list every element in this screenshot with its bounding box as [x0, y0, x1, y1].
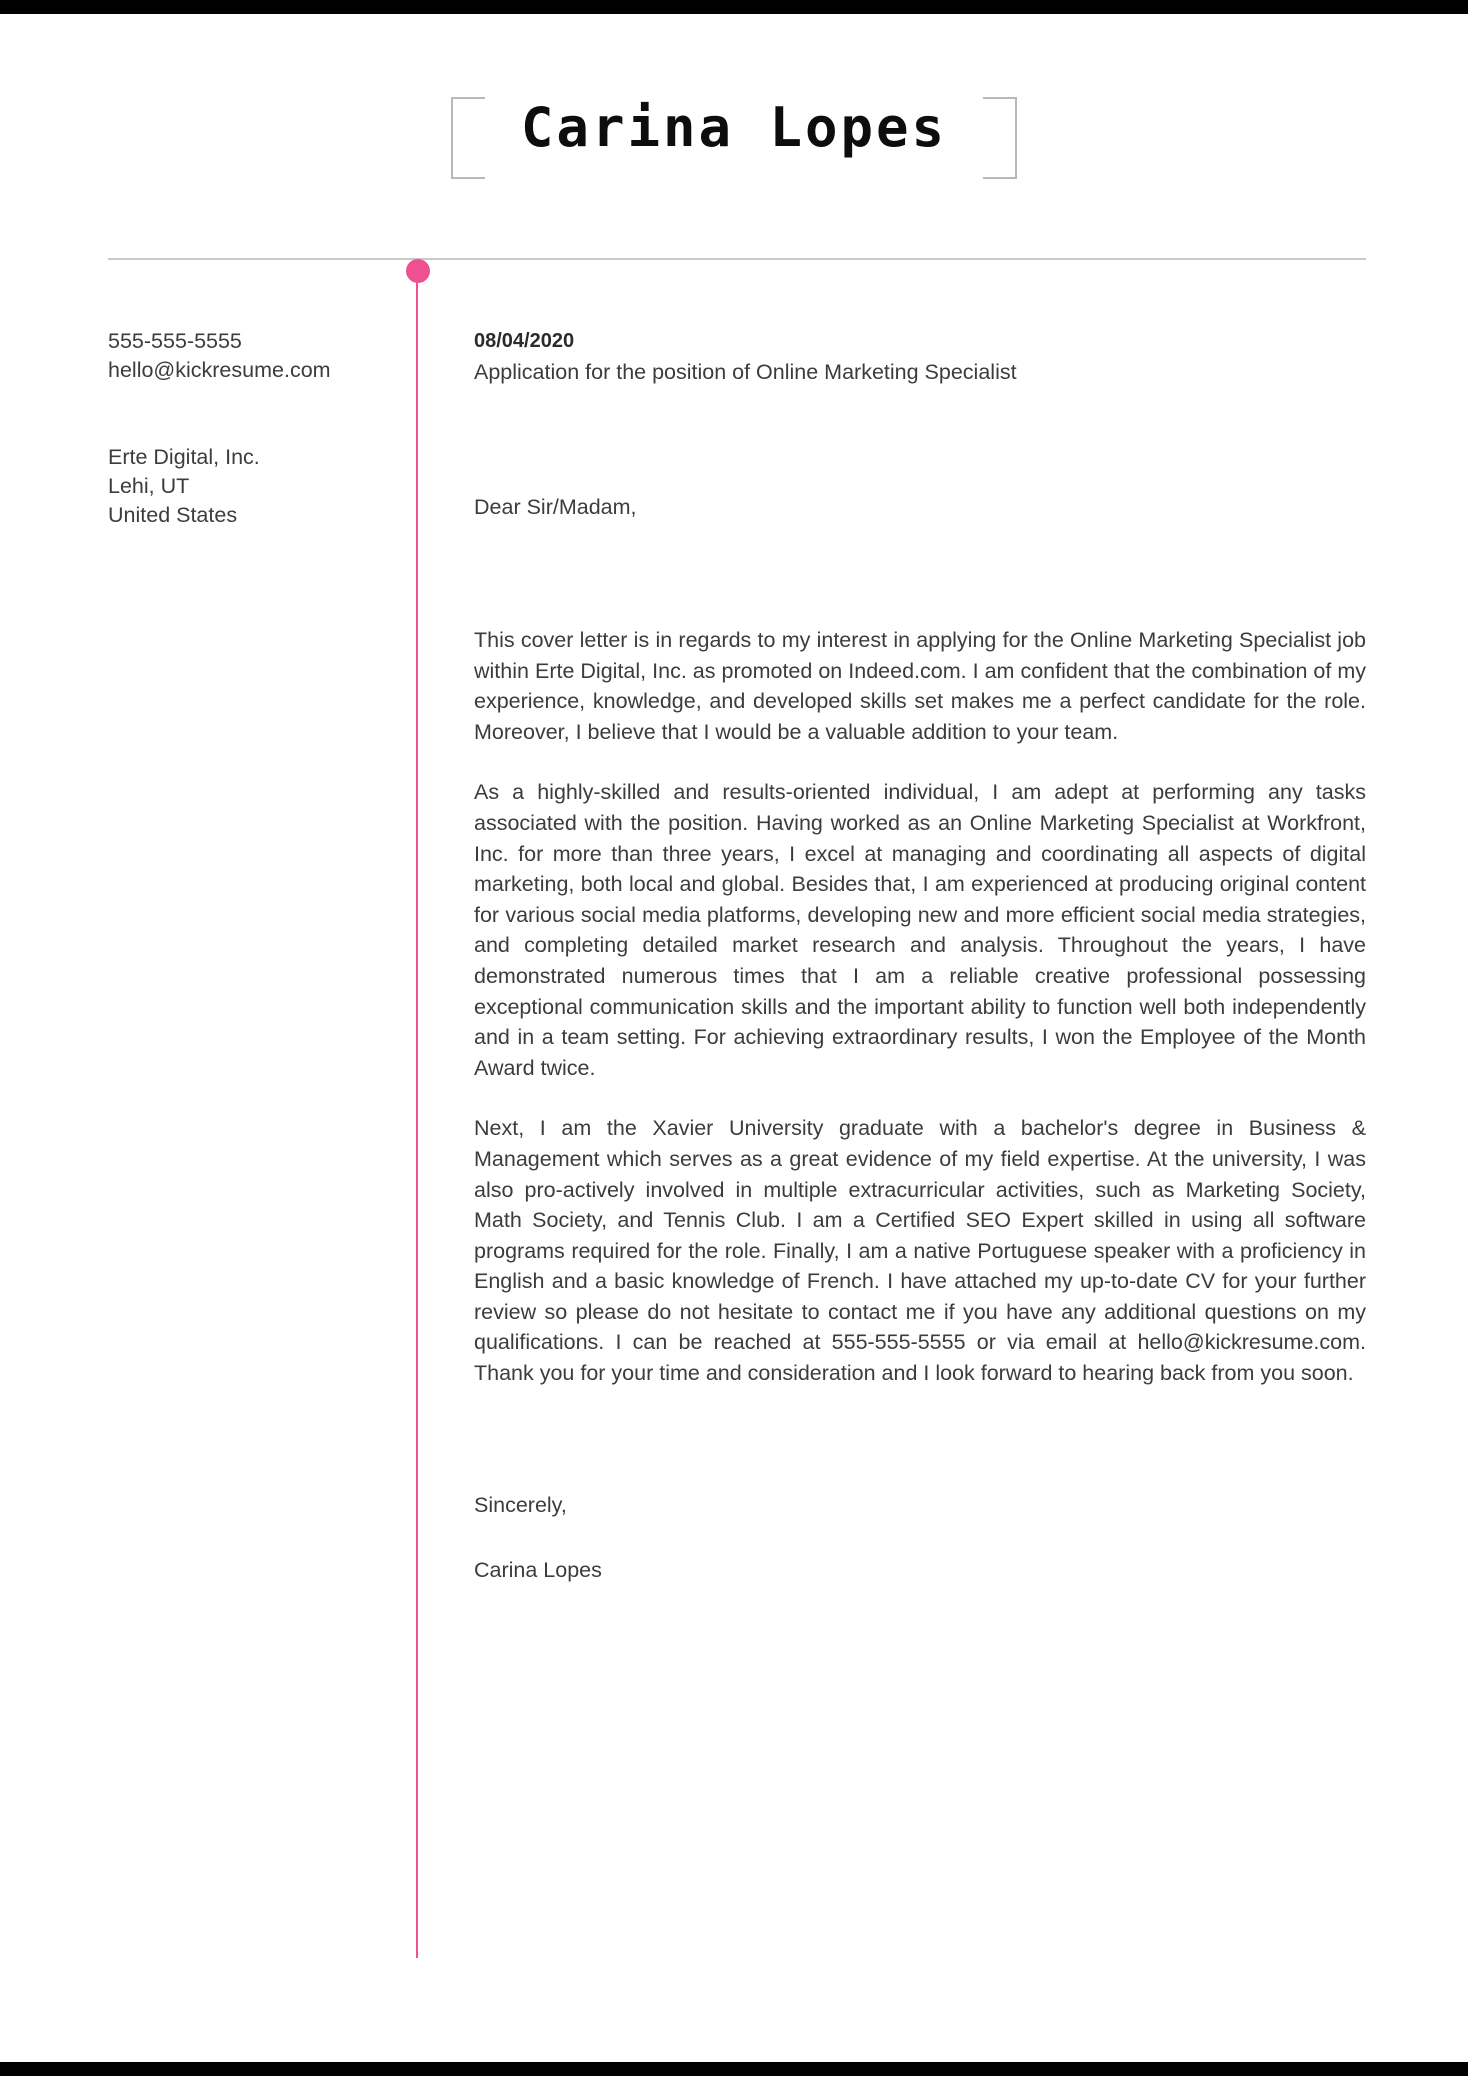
- bracket-left-decoration: [451, 97, 485, 179]
- recipient-city-state: Lehi, UT: [108, 474, 190, 498]
- bottom-black-band: [0, 2062, 1468, 2076]
- letter-paragraph-2: As a highly-skilled and results-oriented individual, I am adept at performing any tasks associated with the position. Having worked as an Online Marketing Specialist at Workfront, Inc. for more than three years, I excel at managing and coordinating all aspects of digital marketing, both local and global. Besides that, I am experienced at producing original content for various social media platforms, developing new and more efficient social media strategies, and completing detailed market research and analysis. Throughout the years, I have demonstrated numerous times that I am a reliable creative professional possessing exceptional communication skills and the important ability to function well both independently and in a team setting. For achieving extraordinary results, I won the Employee of the Month Award twice.: [474, 780, 1366, 1080]
- name-block: [451, 94, 1017, 162]
- letter-paragraphs: [474, 625, 1366, 1389]
- letter-header: [0, 94, 1468, 162]
- recipient-block: [108, 443, 378, 530]
- letter-page: [0, 14, 1468, 2062]
- recipient-company: Erte Digital, Inc.: [108, 445, 260, 469]
- sidebar-contact-column: [108, 327, 378, 530]
- applicant-name: Carina Lopes: [520, 96, 948, 159]
- top-black-band: [0, 0, 1468, 14]
- header-divider-rule: [108, 258, 1366, 260]
- bracket-right-decoration: [983, 97, 1017, 179]
- recipient-country: United States: [108, 503, 238, 527]
- letter-salutation: Dear Sir/Madam,: [474, 495, 637, 519]
- letter-paragraph-3: Next, I am the Xavier University graduate with a bachelor's degree in Business & Management which serves as a great evidence of my field expertise. At the university, I was also pro-actively involved in multiple extracurricular activities, such as Marketing Society, Math Society, and Tennis Club. I am a Certified SEO Expert skilled in using all software programs required for the role. Finally, I am a native Portuguese speaker with a proficiency in English and a basic knowledge of French. I have attached my up-to-date CV for your further review so please do not hesitate to contact me if you have any additional questions on my qualifications. I can be reached at 555-555-5555 or via email at hello@kickresume.com. Thank you for your time and consideration and I look forward to hearing back from you soon.: [474, 1116, 1366, 1386]
- letter-paragraph-1: This cover letter is in regards to my interest in applying for the Online Marketing Specialist job within Erte Digital, Inc. as promoted on Indeed.com. I am confident that the combination of my experience, knowledge, and developed skills set makes me a perfect candidate for the role. Moreover, I believe that I would be a valuable addition to your team.: [474, 628, 1366, 744]
- accent-dot: [406, 259, 430, 283]
- letter-body-column: [474, 327, 1366, 1585]
- contact-phone: 555-555-5555: [108, 329, 242, 353]
- letter-date: 08/04/2020: [474, 330, 575, 352]
- contact-email: hello@kickresume.com: [108, 358, 331, 382]
- letter-signature: Carina Lopes: [474, 1557, 602, 1582]
- accent-vertical-line: [416, 276, 418, 1958]
- contact-block: [108, 327, 378, 385]
- letter-subject: Application for the position of Online Marketing Specialist: [474, 360, 1017, 384]
- letter-closing: Sincerely,: [474, 1492, 567, 1517]
